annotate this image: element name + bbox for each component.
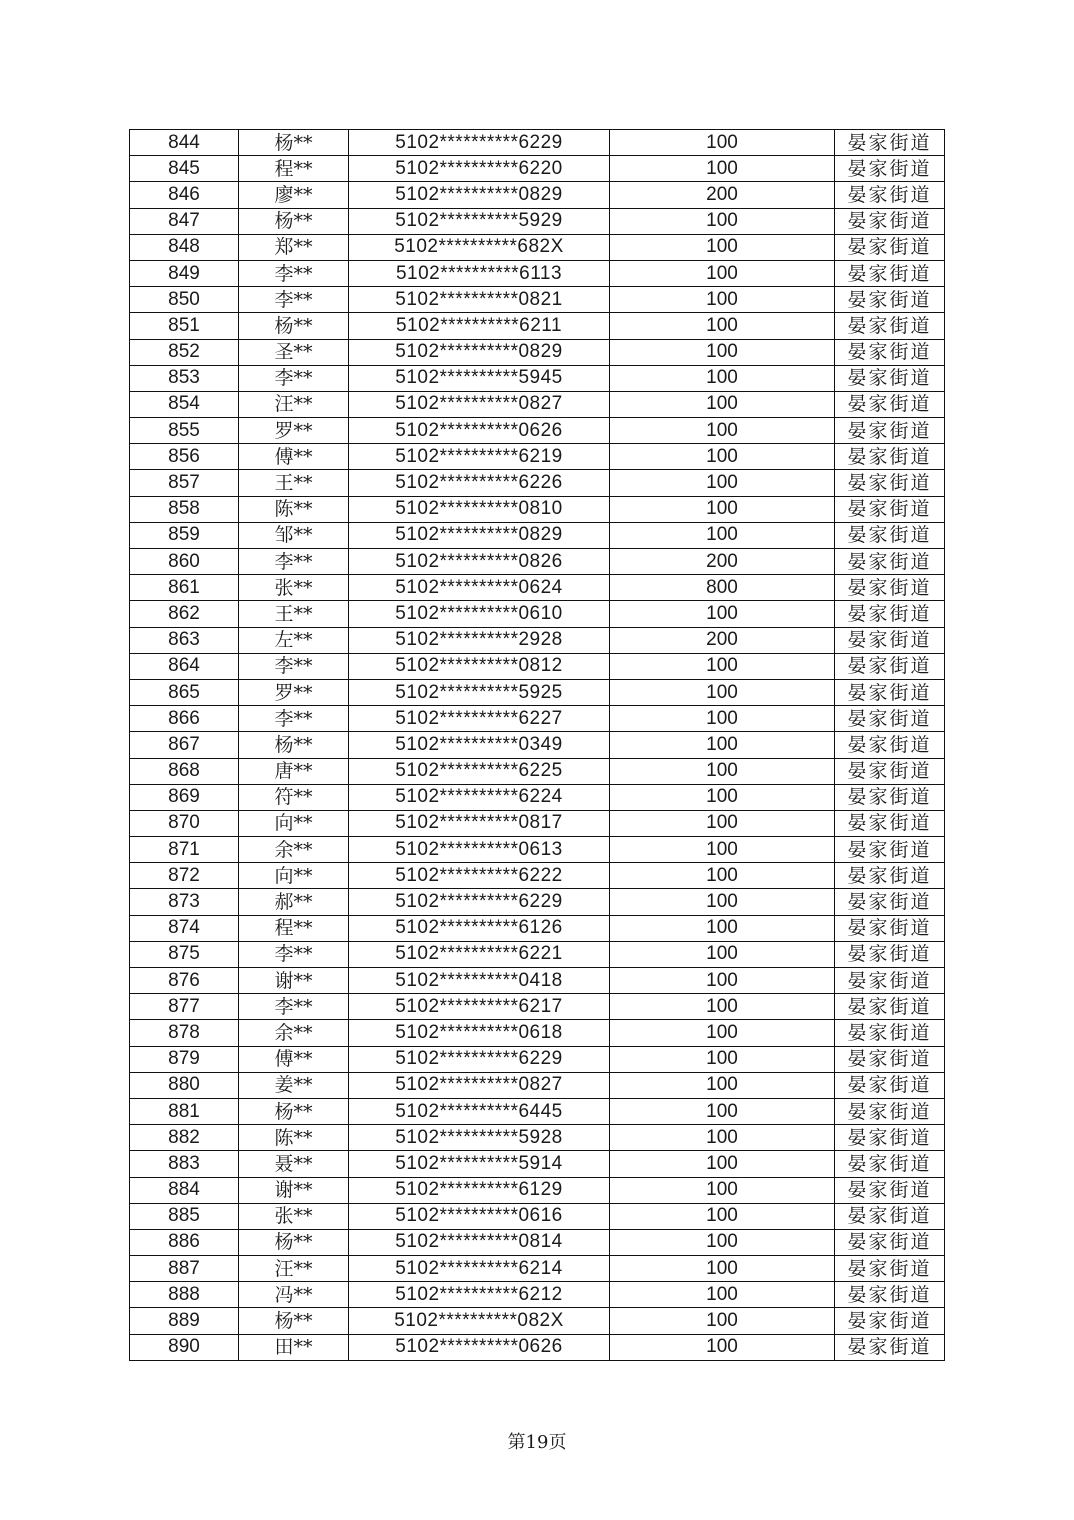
- table-row: [130, 732, 945, 758]
- area-cell: 晏家街道: [835, 810, 945, 836]
- id-number-cell: 5102**********082X: [349, 1308, 610, 1334]
- area-cell: 晏家街道: [835, 1072, 945, 1098]
- name-cell: 李**: [239, 287, 349, 313]
- amount-cell: 100: [610, 1334, 835, 1360]
- amount-cell: 100: [610, 653, 835, 679]
- id-number-cell: 5102**********0626: [349, 418, 610, 444]
- amount-cell: 100: [610, 994, 835, 1020]
- name-cell: 谢**: [239, 968, 349, 994]
- area-cell: 晏家街道: [835, 1046, 945, 1072]
- amount-cell: 100: [610, 1229, 835, 1255]
- id-number-cell: 5102**********6227: [349, 706, 610, 732]
- id-number-cell: 5102**********5945: [349, 365, 610, 391]
- table-row: [130, 1203, 945, 1229]
- table-row: [130, 313, 945, 339]
- table-row: [130, 1177, 945, 1203]
- row-number-cell: 854: [130, 391, 239, 417]
- name-cell: 罗**: [239, 418, 349, 444]
- row-number-cell: 863: [130, 627, 239, 653]
- table-row: [130, 653, 945, 679]
- id-number-cell: 5102**********0349: [349, 732, 610, 758]
- amount-cell: 800: [610, 575, 835, 601]
- id-number-cell: 5102**********6129: [349, 1177, 610, 1203]
- name-cell: 杨**: [239, 313, 349, 339]
- area-cell: 晏家街道: [835, 1308, 945, 1334]
- table-row: [130, 575, 945, 601]
- amount-cell: 100: [610, 522, 835, 548]
- area-cell: 晏家街道: [835, 156, 945, 182]
- name-cell: 符**: [239, 784, 349, 810]
- area-cell: 晏家街道: [835, 339, 945, 365]
- area-cell: 晏家街道: [835, 653, 945, 679]
- name-cell: 廖**: [239, 182, 349, 208]
- id-number-cell: 5102**********6221: [349, 941, 610, 967]
- id-number-cell: 5102**********0829: [349, 182, 610, 208]
- table-row: [130, 208, 945, 234]
- amount-cell: 100: [610, 784, 835, 810]
- row-number-cell: 889: [130, 1308, 239, 1334]
- table-row: [130, 1256, 945, 1282]
- table-row: [130, 1072, 945, 1098]
- name-cell: 李**: [239, 549, 349, 575]
- row-number-cell: 887: [130, 1256, 239, 1282]
- table-row: [130, 496, 945, 522]
- row-number-cell: 851: [130, 313, 239, 339]
- amount-cell: 100: [610, 130, 835, 156]
- table-row: [130, 1229, 945, 1255]
- id-number-cell: 5102**********6229: [349, 889, 610, 915]
- id-number-cell: 5102**********6126: [349, 915, 610, 941]
- amount-cell: 100: [610, 496, 835, 522]
- row-number-cell: 849: [130, 260, 239, 286]
- id-number-cell: 5102**********0626: [349, 1334, 610, 1360]
- table-row: [130, 1098, 945, 1124]
- table-row: [130, 758, 945, 784]
- area-cell: 晏家街道: [835, 1229, 945, 1255]
- area-cell: 晏家街道: [835, 1177, 945, 1203]
- id-number-cell: 5102**********0618: [349, 1020, 610, 1046]
- name-cell: 张**: [239, 1203, 349, 1229]
- row-number-cell: 882: [130, 1125, 239, 1151]
- name-cell: 聂**: [239, 1151, 349, 1177]
- amount-cell: 100: [610, 365, 835, 391]
- area-cell: 晏家街道: [835, 627, 945, 653]
- row-number-cell: 853: [130, 365, 239, 391]
- row-number-cell: 890: [130, 1334, 239, 1360]
- amount-cell: 100: [610, 1098, 835, 1124]
- row-number-cell: 869: [130, 784, 239, 810]
- area-cell: 晏家街道: [835, 941, 945, 967]
- amount-cell: 100: [610, 234, 835, 260]
- row-number-cell: 870: [130, 810, 239, 836]
- row-number-cell: 860: [130, 549, 239, 575]
- row-number-cell: 888: [130, 1282, 239, 1308]
- id-number-cell: 5102**********0827: [349, 1072, 610, 1098]
- amount-cell: 100: [610, 810, 835, 836]
- area-cell: 晏家街道: [835, 784, 945, 810]
- area-cell: 晏家街道: [835, 1282, 945, 1308]
- name-cell: 邹**: [239, 522, 349, 548]
- table-row: [130, 156, 945, 182]
- area-cell: 晏家街道: [835, 313, 945, 339]
- amount-cell: 100: [610, 889, 835, 915]
- table-row: [130, 706, 945, 732]
- area-cell: 晏家街道: [835, 365, 945, 391]
- amount-cell: 100: [610, 758, 835, 784]
- table-row: [130, 941, 945, 967]
- table-row: [130, 1020, 945, 1046]
- area-cell: 晏家街道: [835, 1256, 945, 1282]
- table-row: [130, 968, 945, 994]
- table-row: [130, 1151, 945, 1177]
- row-number-cell: 877: [130, 994, 239, 1020]
- table-row: [130, 915, 945, 941]
- area-cell: 晏家街道: [835, 418, 945, 444]
- id-number-cell: 5102**********0624: [349, 575, 610, 601]
- name-cell: 杨**: [239, 732, 349, 758]
- row-number-cell: 883: [130, 1151, 239, 1177]
- amount-cell: 100: [610, 470, 835, 496]
- table-row: [130, 679, 945, 705]
- row-number-cell: 862: [130, 601, 239, 627]
- id-number-cell: 5102**********6224: [349, 784, 610, 810]
- table-row: [130, 627, 945, 653]
- row-number-cell: 884: [130, 1177, 239, 1203]
- id-number-cell: 5102**********0810: [349, 496, 610, 522]
- id-number-cell: 5102**********682X: [349, 234, 610, 260]
- name-cell: 杨**: [239, 1308, 349, 1334]
- table-row: [130, 837, 945, 863]
- area-cell: 晏家街道: [835, 260, 945, 286]
- row-number-cell: 865: [130, 679, 239, 705]
- row-number-cell: 857: [130, 470, 239, 496]
- amount-cell: 100: [610, 339, 835, 365]
- roster-table-body: [130, 130, 945, 1361]
- amount-cell: 100: [610, 418, 835, 444]
- row-number-cell: 885: [130, 1203, 239, 1229]
- area-cell: 晏家街道: [835, 889, 945, 915]
- amount-cell: 100: [610, 732, 835, 758]
- area-cell: 晏家街道: [835, 1151, 945, 1177]
- amount-cell: 100: [610, 1256, 835, 1282]
- area-cell: 晏家街道: [835, 1334, 945, 1360]
- row-number-cell: 850: [130, 287, 239, 313]
- id-number-cell: 5102**********6212: [349, 1282, 610, 1308]
- name-cell: 李**: [239, 994, 349, 1020]
- area-cell: 晏家街道: [835, 549, 945, 575]
- area-cell: 晏家街道: [835, 863, 945, 889]
- table-row: [130, 1308, 945, 1334]
- area-cell: 晏家街道: [835, 679, 945, 705]
- id-number-cell: 5102**********5914: [349, 1151, 610, 1177]
- amount-cell: 100: [610, 679, 835, 705]
- table-row: [130, 994, 945, 1020]
- row-number-cell: 886: [130, 1229, 239, 1255]
- amount-cell: 100: [610, 444, 835, 470]
- name-cell: 冯**: [239, 1282, 349, 1308]
- amount-cell: 100: [610, 208, 835, 234]
- row-number-cell: 878: [130, 1020, 239, 1046]
- name-cell: 圣**: [239, 339, 349, 365]
- table-row: [130, 287, 945, 313]
- id-number-cell: 5102**********6113: [349, 260, 610, 286]
- name-cell: 李**: [239, 365, 349, 391]
- id-number-cell: 5102**********6220: [349, 156, 610, 182]
- area-cell: 晏家街道: [835, 208, 945, 234]
- id-number-cell: 5102**********6219: [349, 444, 610, 470]
- table-row: [130, 391, 945, 417]
- id-number-cell: 5102**********0418: [349, 968, 610, 994]
- name-cell: 王**: [239, 601, 349, 627]
- table-row: [130, 549, 945, 575]
- id-number-cell: 5102**********2928: [349, 627, 610, 653]
- name-cell: 左**: [239, 627, 349, 653]
- roster-table: [129, 129, 945, 1361]
- id-number-cell: 5102**********5928: [349, 1125, 610, 1151]
- row-number-cell: 848: [130, 234, 239, 260]
- table-row: [130, 889, 945, 915]
- area-cell: 晏家街道: [835, 968, 945, 994]
- name-cell: 杨**: [239, 1229, 349, 1255]
- amount-cell: 100: [610, 863, 835, 889]
- row-number-cell: 871: [130, 837, 239, 863]
- row-number-cell: 881: [130, 1098, 239, 1124]
- amount-cell: 100: [610, 601, 835, 627]
- amount-cell: 100: [610, 1151, 835, 1177]
- row-number-cell: 859: [130, 522, 239, 548]
- area-cell: 晏家街道: [835, 706, 945, 732]
- table-row: [130, 365, 945, 391]
- id-number-cell: 5102**********0829: [349, 522, 610, 548]
- row-number-cell: 866: [130, 706, 239, 732]
- amount-cell: 200: [610, 182, 835, 208]
- id-number-cell: 5102**********0616: [349, 1203, 610, 1229]
- area-cell: 晏家街道: [835, 601, 945, 627]
- row-number-cell: 880: [130, 1072, 239, 1098]
- table-row: [130, 784, 945, 810]
- amount-cell: 100: [610, 1020, 835, 1046]
- id-number-cell: 5102**********6217: [349, 994, 610, 1020]
- id-number-cell: 5102**********0821: [349, 287, 610, 313]
- id-number-cell: 5102**********6211: [349, 313, 610, 339]
- row-number-cell: 873: [130, 889, 239, 915]
- table-row: [130, 810, 945, 836]
- id-number-cell: 5102**********0817: [349, 810, 610, 836]
- area-cell: 晏家街道: [835, 915, 945, 941]
- name-cell: 李**: [239, 706, 349, 732]
- amount-cell: 100: [610, 941, 835, 967]
- area-cell: 晏家街道: [835, 575, 945, 601]
- row-number-cell: 876: [130, 968, 239, 994]
- name-cell: 李**: [239, 260, 349, 286]
- area-cell: 晏家街道: [835, 391, 945, 417]
- area-cell: 晏家街道: [835, 496, 945, 522]
- row-number-cell: 875: [130, 941, 239, 967]
- amount-cell: 100: [610, 1072, 835, 1098]
- page-number: 第19页: [507, 1432, 567, 1453]
- table-row: [130, 863, 945, 889]
- table-row: [130, 234, 945, 260]
- amount-cell: 100: [610, 1046, 835, 1072]
- table-row: [130, 522, 945, 548]
- name-cell: 陈**: [239, 1125, 349, 1151]
- id-number-cell: 5102**********0613: [349, 837, 610, 863]
- name-cell: 向**: [239, 863, 349, 889]
- name-cell: 程**: [239, 156, 349, 182]
- name-cell: 汪**: [239, 1256, 349, 1282]
- table-row: [130, 444, 945, 470]
- amount-cell: 200: [610, 549, 835, 575]
- name-cell: 程**: [239, 915, 349, 941]
- area-cell: 晏家街道: [835, 1203, 945, 1229]
- name-cell: 余**: [239, 1020, 349, 1046]
- area-cell: 晏家街道: [835, 1098, 945, 1124]
- id-number-cell: 5102**********0814: [349, 1229, 610, 1255]
- row-number-cell: 844: [130, 130, 239, 156]
- row-number-cell: 855: [130, 418, 239, 444]
- amount-cell: 100: [610, 915, 835, 941]
- table-row: [130, 182, 945, 208]
- amount-cell: 100: [610, 260, 835, 286]
- table-row: [130, 470, 945, 496]
- id-number-cell: 5102**********6445: [349, 1098, 610, 1124]
- name-cell: 王**: [239, 470, 349, 496]
- name-cell: 杨**: [239, 130, 349, 156]
- name-cell: 李**: [239, 941, 349, 967]
- area-cell: 晏家街道: [835, 732, 945, 758]
- id-number-cell: 5102**********5929: [349, 208, 610, 234]
- row-number-cell: 867: [130, 732, 239, 758]
- area-cell: 晏家街道: [835, 182, 945, 208]
- table-row: [130, 260, 945, 286]
- area-cell: 晏家街道: [835, 1125, 945, 1151]
- row-number-cell: 864: [130, 653, 239, 679]
- id-number-cell: 5102**********0829: [349, 339, 610, 365]
- amount-cell: 100: [610, 1125, 835, 1151]
- name-cell: 张**: [239, 575, 349, 601]
- name-cell: 田**: [239, 1334, 349, 1360]
- table-row: [130, 1334, 945, 1360]
- row-number-cell: 868: [130, 758, 239, 784]
- table-row: [130, 1125, 945, 1151]
- id-number-cell: 5102**********6229: [349, 130, 610, 156]
- row-number-cell: 861: [130, 575, 239, 601]
- name-cell: 向**: [239, 810, 349, 836]
- table-row: [130, 130, 945, 156]
- id-number-cell: 5102**********0610: [349, 601, 610, 627]
- row-number-cell: 856: [130, 444, 239, 470]
- id-number-cell: 5102**********6222: [349, 863, 610, 889]
- amount-cell: 100: [610, 837, 835, 863]
- id-number-cell: 5102**********5925: [349, 679, 610, 705]
- area-cell: 晏家街道: [835, 130, 945, 156]
- name-cell: 余**: [239, 837, 349, 863]
- name-cell: 姜**: [239, 1072, 349, 1098]
- name-cell: 杨**: [239, 208, 349, 234]
- area-cell: 晏家街道: [835, 837, 945, 863]
- name-cell: 傅**: [239, 1046, 349, 1072]
- name-cell: 李**: [239, 653, 349, 679]
- name-cell: 郝**: [239, 889, 349, 915]
- amount-cell: 200: [610, 627, 835, 653]
- area-cell: 晏家街道: [835, 1020, 945, 1046]
- id-number-cell: 5102**********0827: [349, 391, 610, 417]
- table-row: [130, 339, 945, 365]
- amount-cell: 100: [610, 313, 835, 339]
- name-cell: 陈**: [239, 496, 349, 522]
- id-number-cell: 5102**********6226: [349, 470, 610, 496]
- name-cell: 罗**: [239, 679, 349, 705]
- row-number-cell: 872: [130, 863, 239, 889]
- area-cell: 晏家街道: [835, 287, 945, 313]
- name-cell: 唐**: [239, 758, 349, 784]
- amount-cell: 100: [610, 156, 835, 182]
- amount-cell: 100: [610, 706, 835, 732]
- name-cell: 郑**: [239, 234, 349, 260]
- id-number-cell: 5102**********0826: [349, 549, 610, 575]
- amount-cell: 100: [610, 1203, 835, 1229]
- area-cell: 晏家街道: [835, 470, 945, 496]
- amount-cell: 100: [610, 287, 835, 313]
- area-cell: 晏家街道: [835, 994, 945, 1020]
- row-number-cell: 852: [130, 339, 239, 365]
- table-row: [130, 1046, 945, 1072]
- area-cell: 晏家街道: [835, 758, 945, 784]
- amount-cell: 100: [610, 1177, 835, 1203]
- amount-cell: 100: [610, 1282, 835, 1308]
- area-cell: 晏家街道: [835, 234, 945, 260]
- amount-cell: 100: [610, 1308, 835, 1334]
- table-row: [130, 1282, 945, 1308]
- row-number-cell: 874: [130, 915, 239, 941]
- id-number-cell: 5102**********6225: [349, 758, 610, 784]
- amount-cell: 100: [610, 968, 835, 994]
- row-number-cell: 847: [130, 208, 239, 234]
- amount-cell: 100: [610, 391, 835, 417]
- id-number-cell: 5102**********6214: [349, 1256, 610, 1282]
- name-cell: 傅**: [239, 444, 349, 470]
- area-cell: 晏家街道: [835, 522, 945, 548]
- table-row: [130, 418, 945, 444]
- table-row: [130, 601, 945, 627]
- row-number-cell: 879: [130, 1046, 239, 1072]
- name-cell: 汪**: [239, 391, 349, 417]
- name-cell: 谢**: [239, 1177, 349, 1203]
- row-number-cell: 845: [130, 156, 239, 182]
- name-cell: 杨**: [239, 1098, 349, 1124]
- row-number-cell: 858: [130, 496, 239, 522]
- id-number-cell: 5102**********6229: [349, 1046, 610, 1072]
- row-number-cell: 846: [130, 182, 239, 208]
- area-cell: 晏家街道: [835, 444, 945, 470]
- id-number-cell: 5102**********0812: [349, 653, 610, 679]
